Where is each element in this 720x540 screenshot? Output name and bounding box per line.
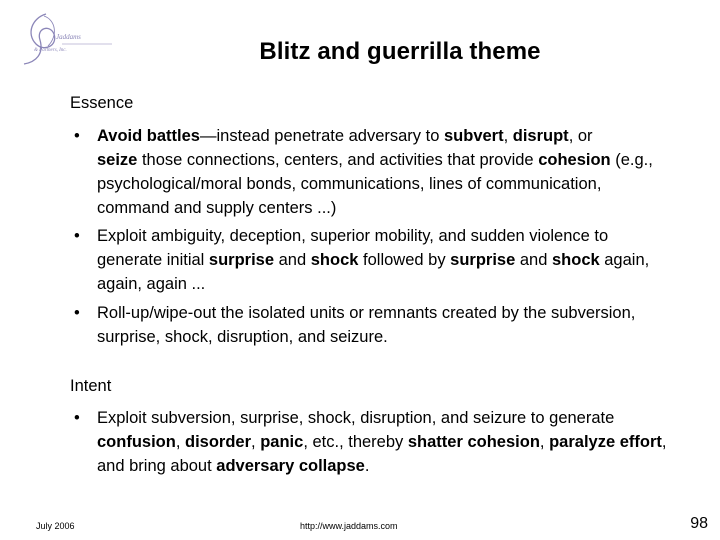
bullet-text: Exploit subversion, surprise, shock, disruption, and seizure to generate confusion, disorder, panic, etc., thereby shatter cohesion, paralyze effort, and bring about adversary collapse. bbox=[97, 409, 667, 475]
intent-bullet-1 bbox=[70, 406, 670, 478]
logo-line2: & Partners, Inc. bbox=[34, 48, 67, 53]
bullet-text: Exploit ambiguity, deception, superior mobility, and sudden violence to generate initial surprise and shock followed by surprise and shock again, again, again ... bbox=[97, 227, 650, 293]
logo-line1: Jaddams bbox=[56, 33, 81, 41]
bullet-dot: • bbox=[74, 127, 80, 145]
intent-heading: Intent bbox=[70, 377, 112, 395]
slide-title: Blitz and guerrilla theme bbox=[259, 38, 541, 65]
bullet-text: Avoid battles—instead penetrate adversary to subvert, disrupt, or seize those connections, centers, and activities that provide cohesion (e.g., psychological/moral bonds, communications, lines of communication, command and supply centers ...) bbox=[97, 127, 653, 217]
company-logo bbox=[14, 10, 124, 72]
bullet-dot: • bbox=[74, 409, 80, 427]
bullet-dot: • bbox=[74, 227, 80, 245]
essence-heading: Essence bbox=[70, 94, 134, 112]
bullet-dot: • bbox=[74, 304, 80, 322]
page-number: 98 bbox=[690, 515, 708, 532]
essence-bullet-2 bbox=[70, 224, 670, 296]
essence-bullet-3 bbox=[70, 301, 670, 349]
footer-url: http://www.jaddams.com bbox=[300, 521, 398, 531]
logo-swirl-icon bbox=[14, 10, 124, 72]
footer-date: July 2006 bbox=[36, 521, 75, 531]
bullet-text: Roll-up/wipe-out the isolated units or remnants created by the subversion, surprise, shock, disruption, and seizure. bbox=[97, 304, 636, 346]
essence-bullet-1 bbox=[70, 124, 670, 220]
